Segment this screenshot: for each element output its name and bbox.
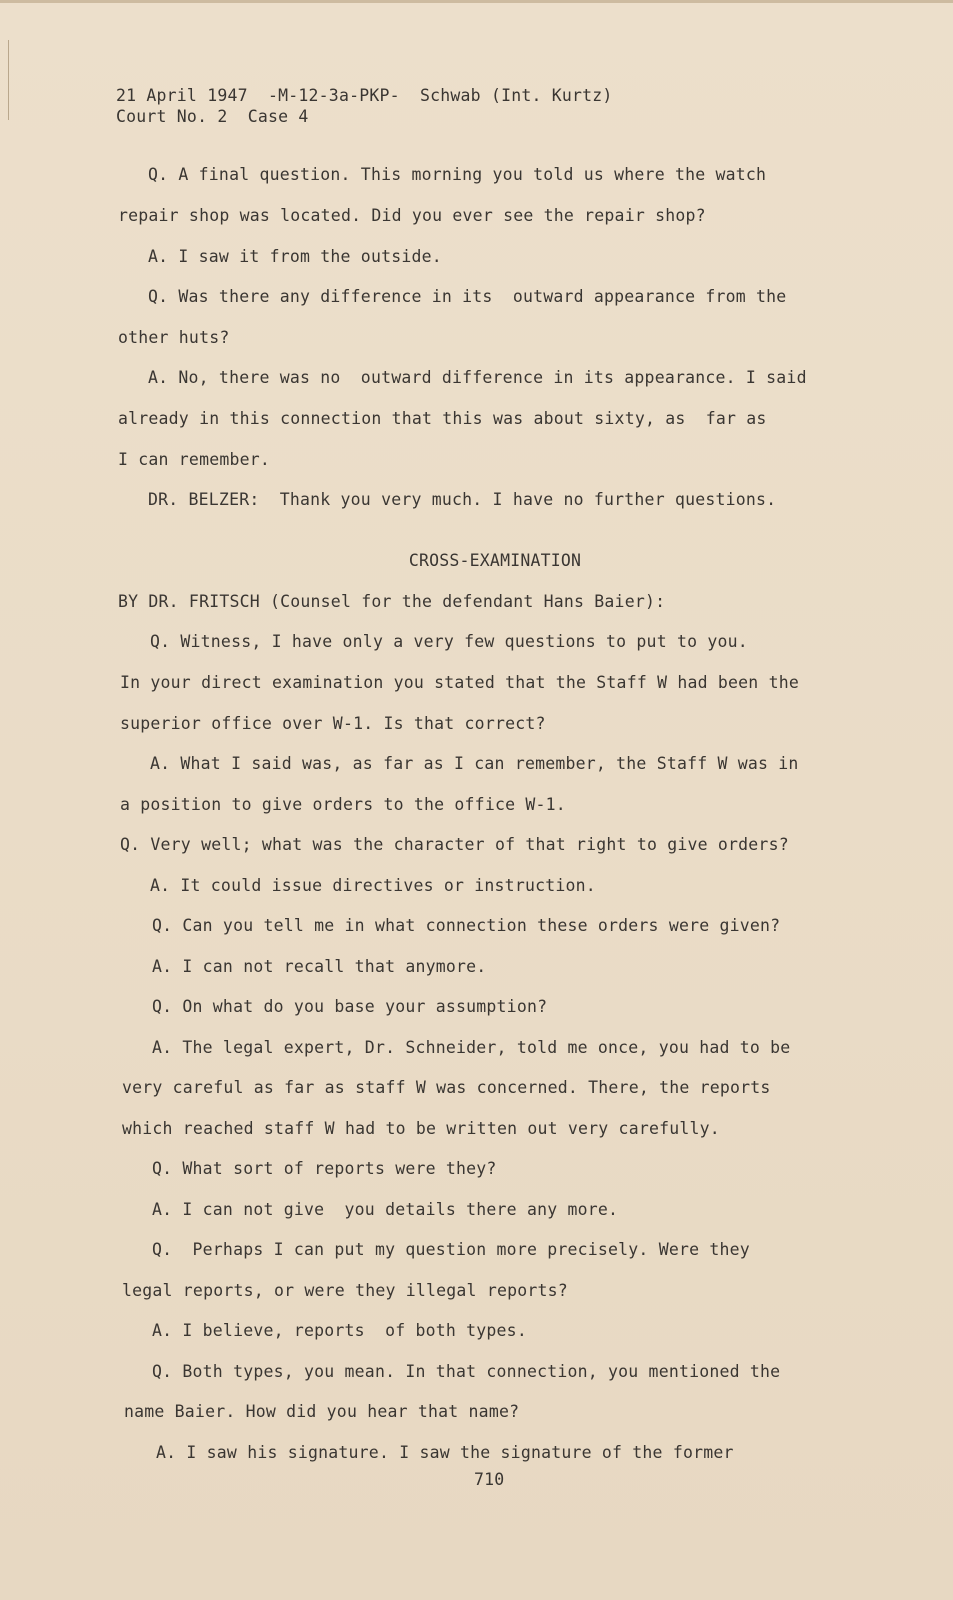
transcript-line: Q. What sort of reports were they?	[152, 1159, 497, 1178]
section-heading: CROSS-EXAMINATION	[408, 551, 582, 570]
transcript-line: BY DR. FRITSCH (Counsel for the defendant Hans Baier):	[118, 592, 666, 611]
transcript-line: Q. Perhaps I can put my question more precisely. Were they	[152, 1240, 750, 1259]
transcript-line: already in this connection that this was about sixty, as far as	[118, 409, 767, 428]
transcript-line: A. No, there was no outward difference in its appearance. I said	[148, 368, 807, 387]
transcript-line: A. I can not recall that anymore.	[152, 957, 487, 976]
transcript-line: very careful as far as staff W was concerned. There, the reports	[122, 1078, 771, 1097]
transcript-line: which reached staff W had to be written out very carefully.	[122, 1119, 720, 1138]
header-line-2: Court No. 2 Case 4	[116, 107, 309, 126]
transcript-line: Q. A final question. This morning you told us where the watch	[148, 165, 767, 184]
transcript-line: a position to give orders to the office W-1.	[120, 795, 566, 814]
transcript-line: A. What I said was, as far as I can remember, the Staff W was in	[150, 754, 799, 773]
transcript-line: I can remember.	[118, 450, 271, 469]
transcript-line: other huts?	[118, 328, 230, 347]
transcript-line: Q. On what do you base your assumption?	[152, 997, 548, 1016]
transcript-line: Q. Both types, you mean. In that connection, you mentioned the	[152, 1362, 781, 1381]
transcript-line: name Baier. How did you hear that name?	[124, 1402, 520, 1421]
transcript-line: A. I believe, reports of both types.	[152, 1321, 527, 1340]
transcript-line: Q. Can you tell me in what connection these orders were given?	[152, 916, 781, 935]
transcript-line: Q. Witness, I have only a very few questions to put to you.	[150, 632, 748, 651]
transcript-line: Q. Very well; what was the character of that right to give orders?	[120, 835, 789, 854]
transcript-line: A. It could issue directives or instruction.	[150, 876, 596, 895]
transcript-line: superior office over W-1. Is that correct?	[120, 714, 546, 733]
transcript-line: DR. BELZER: Thank you very much. I have no further questions.	[148, 490, 777, 509]
page-edge-mark	[8, 40, 9, 120]
transcript-line: A. I saw it from the outside.	[148, 247, 442, 266]
transcript-line: Q. Was there any difference in its outward appearance from the	[148, 287, 787, 306]
transcript-line: A. I saw his signature. I saw the signature of the former	[156, 1443, 734, 1462]
transcript-line: A. I can not give you details there any more.	[152, 1200, 619, 1219]
transcript-line: A. The legal expert, Dr. Schneider, told me once, you had to be	[152, 1038, 791, 1057]
transcript-line: repair shop was located. Did you ever see the repair shop?	[118, 206, 706, 225]
transcript-line: legal reports, or were they illegal reports?	[122, 1281, 568, 1300]
header-line-1: 21 April 1947 -M-12-3a-PKP- Schwab (Int. Kurtz)	[116, 86, 613, 105]
transcript-line: In your direct examination you stated that the Staff W had been the	[120, 673, 799, 692]
page-number: 710	[474, 1470, 505, 1489]
